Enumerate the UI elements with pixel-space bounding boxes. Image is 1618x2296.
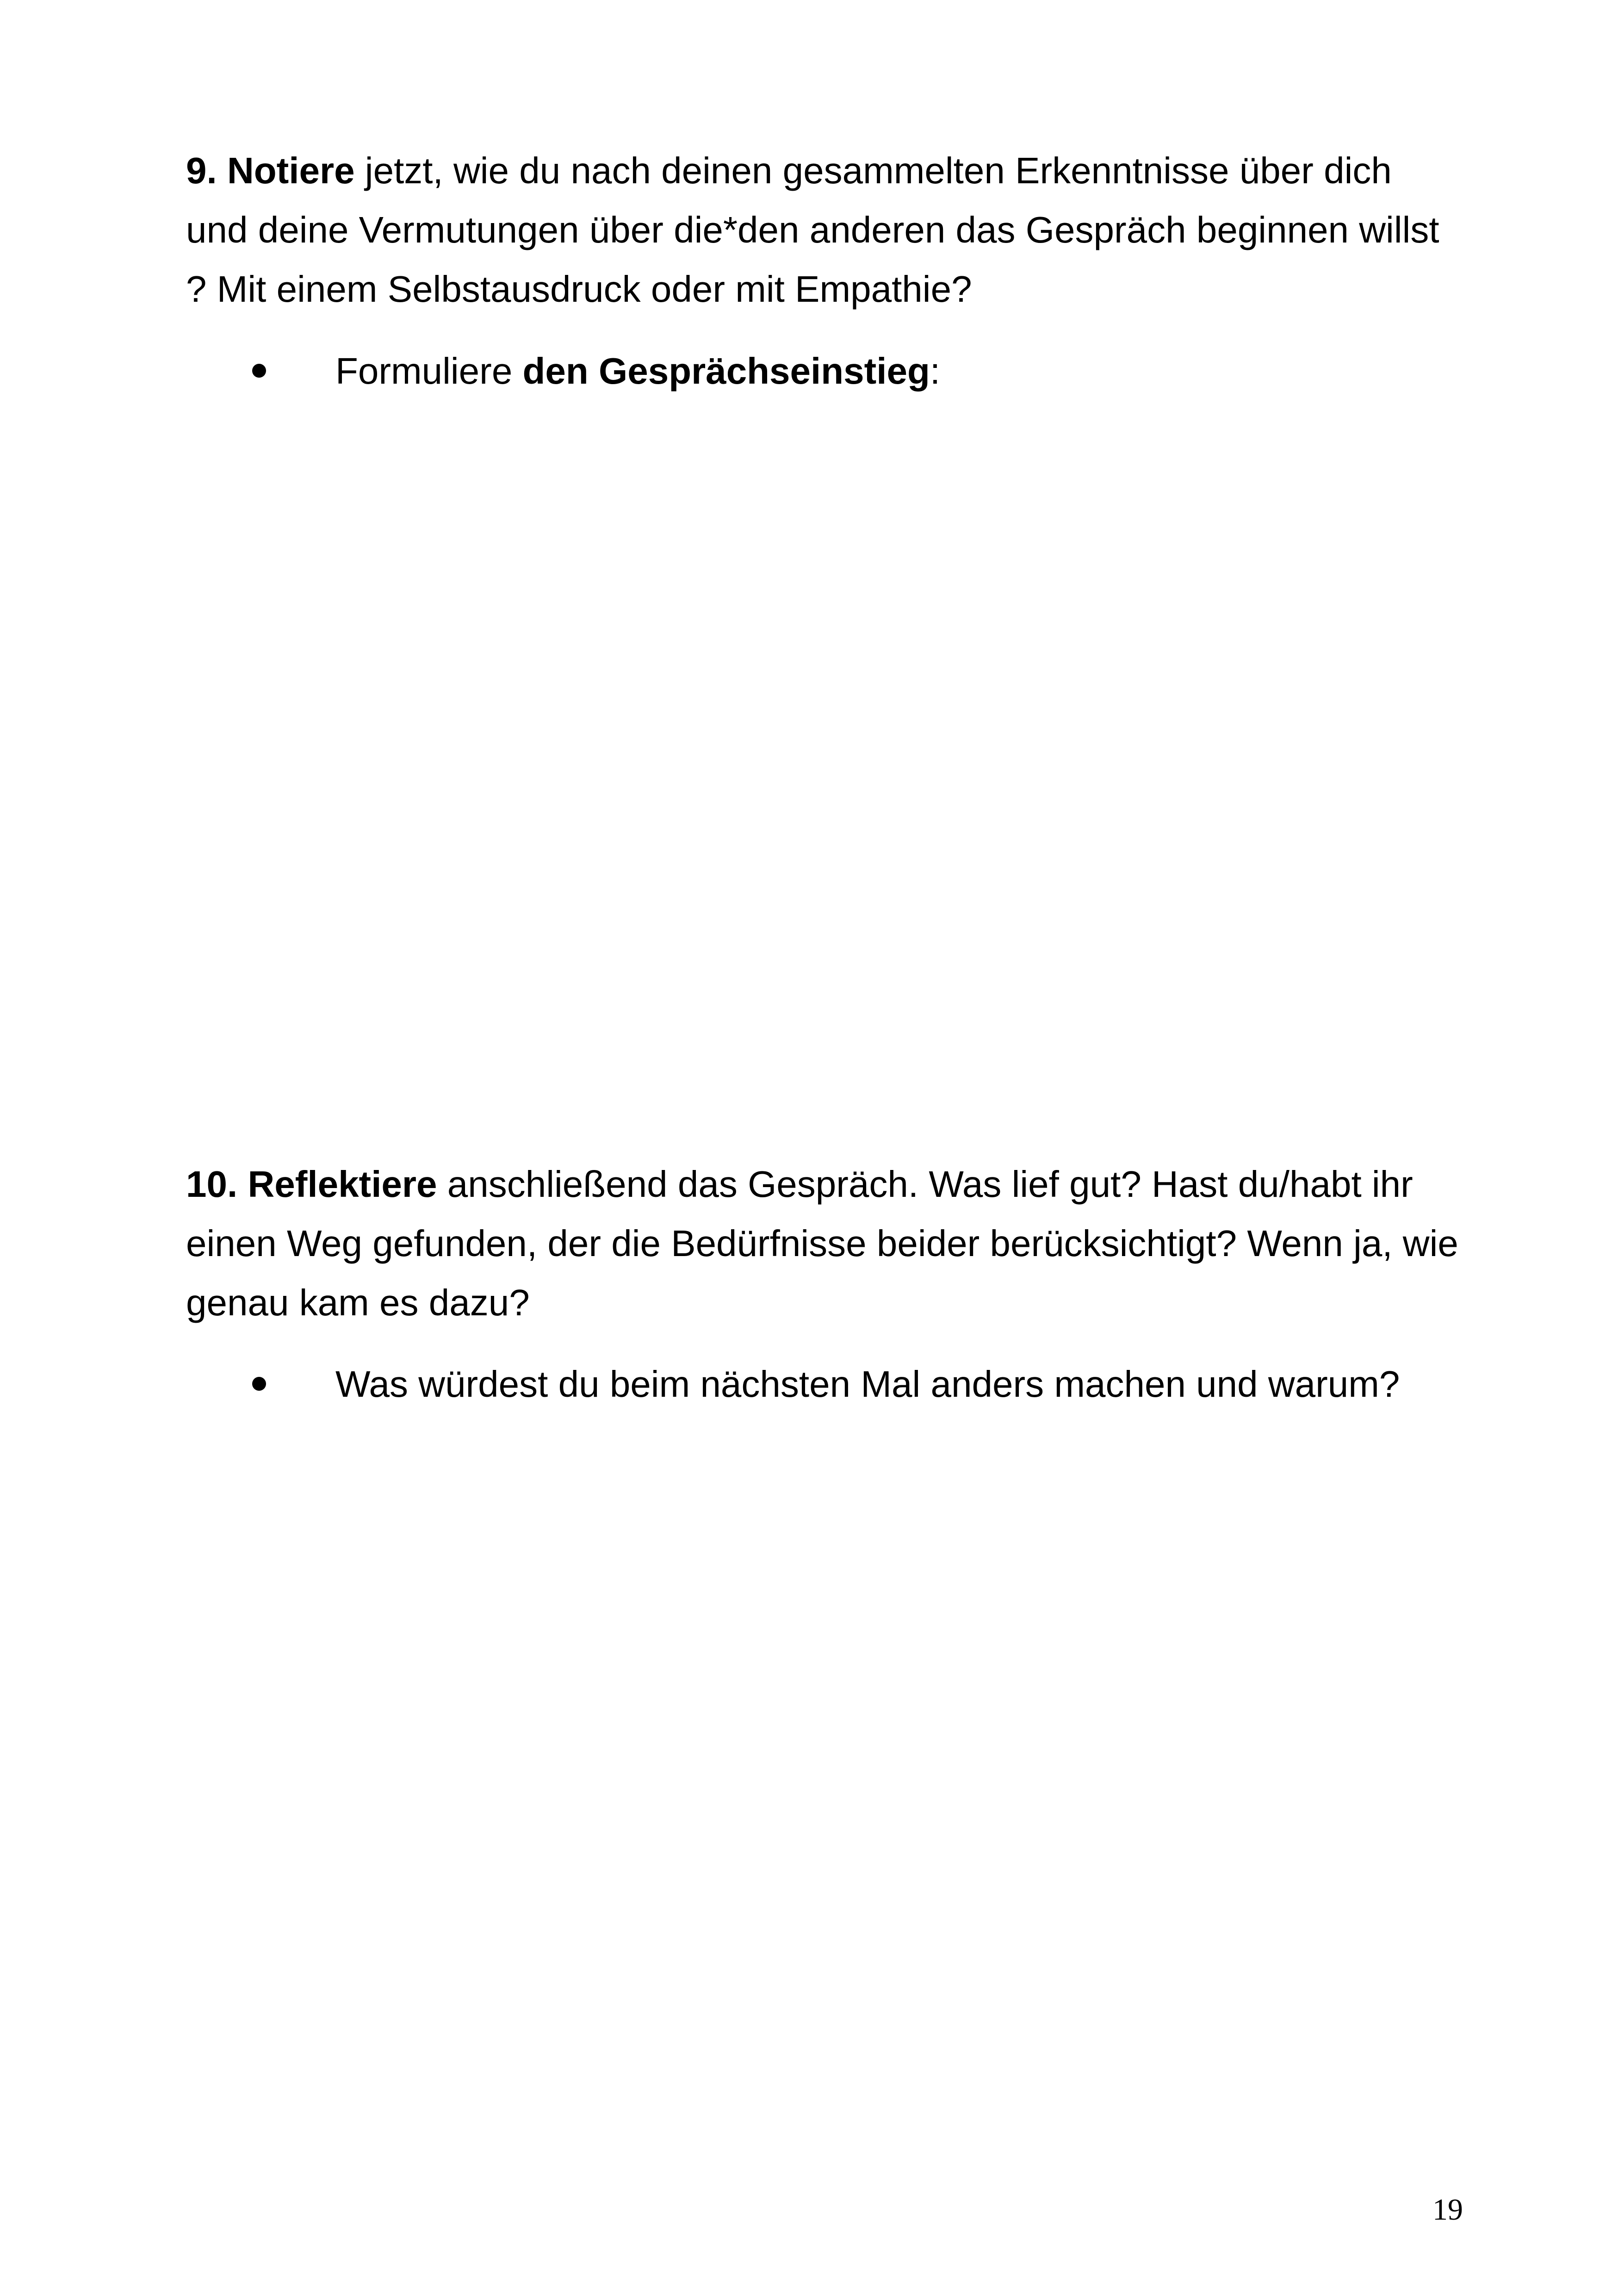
task-9-bullet-bold: den Gesprächseinstieg xyxy=(522,350,930,392)
task-9 xyxy=(186,141,1463,319)
task-9-label: 9. Notiere xyxy=(186,150,355,191)
task-10 xyxy=(186,1155,1463,1332)
bullet-icon xyxy=(252,364,266,378)
task-10-bullet xyxy=(252,1355,1501,1414)
task-10-label: 10. Reflektiere xyxy=(186,1164,437,1205)
page-number: 19 xyxy=(1432,2193,1463,2227)
task-9-bullet xyxy=(252,342,1501,401)
bullet-icon xyxy=(252,1377,266,1391)
task-9-paragraph xyxy=(186,141,1463,319)
task-9-bullet-text xyxy=(335,342,940,401)
task-9-bullet-suffix: : xyxy=(930,350,941,392)
task-9-text: jetzt, wie du nach deinen gesammelten Erkenntnisse über dich und deine Vermutungen über die*den anderen das Gespräch beginnen willst ? Mit einem Selbstausdruck oder mit Empathie? xyxy=(186,150,1439,310)
task-10-bullet-text: Was würdest du beim nächsten Mal anders machen und warum? xyxy=(335,1363,1400,1405)
task-9-bullet-prefix: Formuliere xyxy=(335,350,523,392)
task-10-text: anschließend das Gespräch. Was lief gut? Hast du/habt ihr einen Weg gefunden, der die Bedürfnisse beider berücksichtigt? Wenn ja, wie genau kam es dazu? xyxy=(186,1164,1458,1323)
task-10-paragraph xyxy=(186,1155,1463,1332)
